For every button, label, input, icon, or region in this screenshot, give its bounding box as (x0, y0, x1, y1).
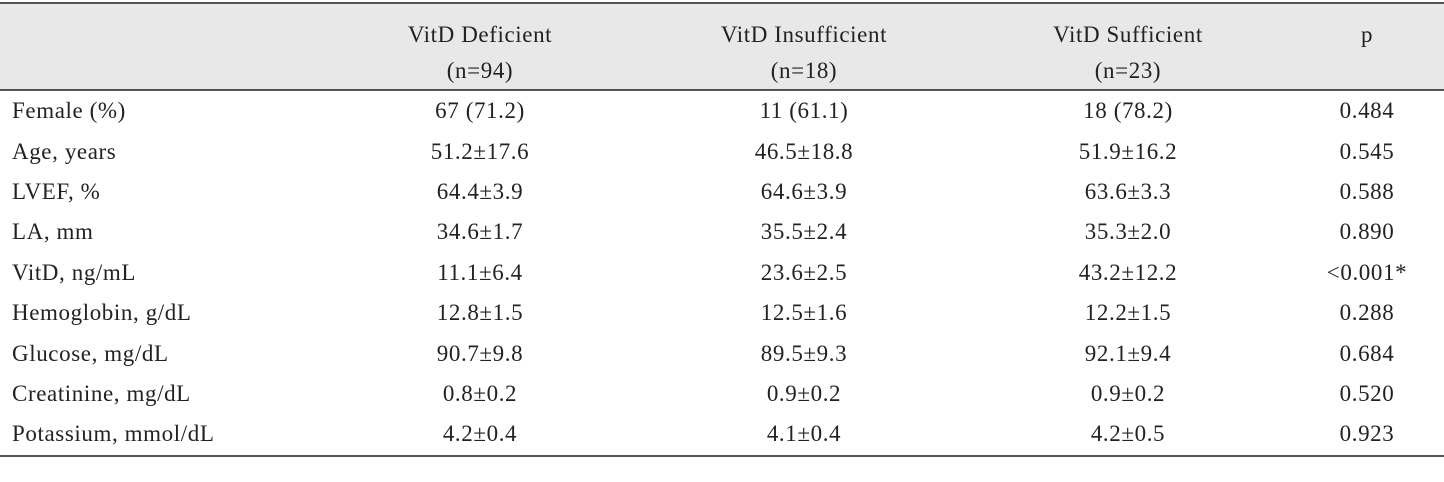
cell-p-value: <0.001* (1326, 259, 1408, 285)
header-row (0, 3, 1444, 90)
table-body (0, 90, 1444, 456)
header-line1: VitD Deficient (407, 22, 553, 47)
table-row (0, 414, 1444, 455)
cell-p-value: 0.484 (1339, 98, 1395, 124)
cell-insufficient: 11 (61.1) (759, 98, 849, 124)
table-row (0, 253, 1444, 293)
data-table-container (0, 2, 1444, 457)
cell-p-value: 0.545 (1339, 138, 1395, 164)
cell-p-value: 0.890 (1339, 219, 1395, 245)
cell-deficient: 11.1±6.4 (437, 259, 523, 285)
cell-p-value: 0.288 (1339, 300, 1395, 326)
cell-insufficient: 89.5±9.3 (760, 340, 848, 366)
cell-sufficient: 51.9±16.2 (1078, 138, 1178, 164)
row-label: Creatinine, mg/dL (12, 380, 191, 406)
cell-sufficient: 12.2±1.5 (1084, 300, 1172, 326)
header-line1: p (1360, 22, 1374, 47)
cell-sufficient: 92.1±9.4 (1084, 340, 1172, 366)
table-row (0, 374, 1444, 414)
table-row (0, 131, 1444, 171)
cell-deficient: 12.8±1.5 (436, 300, 524, 326)
cell-sufficient: 4.2±0.5 (966, 414, 1290, 455)
cell-p-value: 0.923 (1290, 414, 1444, 455)
header-cell-variable (0, 3, 318, 90)
row-label: VitD, ng/mL (12, 259, 137, 285)
cell-deficient: 4.2±0.4 (318, 414, 642, 455)
header-cell-vitd-insufficient (642, 3, 966, 90)
cell-p-value: 0.588 (1339, 178, 1395, 204)
cell-sufficient: 63.6±3.3 (1084, 178, 1172, 204)
cell-p-value: 0.684 (1339, 340, 1395, 366)
row-label: LVEF, % (12, 178, 101, 204)
cell-deficient: 34.6±1.7 (436, 219, 524, 245)
vitd-characteristics-table (0, 2, 1444, 457)
header-line2: (n=23) (1094, 58, 1162, 83)
header-line1: VitD Sufficient (1053, 22, 1203, 47)
table-row (0, 333, 1444, 373)
row-label: Glucose, mg/dL (12, 340, 169, 366)
header-cell-p-value (1290, 3, 1444, 90)
cell-insufficient: 0.9±0.2 (766, 380, 842, 406)
header-cell-vitd-sufficient (966, 3, 1290, 90)
row-label: Age, years (12, 138, 117, 164)
cell-insufficient: 4.1±0.4 (642, 414, 966, 455)
row-label: Potassium, mmol/dL (0, 414, 318, 455)
cell-insufficient: 23.6±2.5 (760, 259, 848, 285)
header-line2: (n=18) (770, 58, 838, 83)
cell-deficient: 51.2±17.6 (430, 138, 530, 164)
cell-insufficient: 12.5±1.6 (760, 300, 848, 326)
header-cell-vitd-deficient (318, 3, 642, 90)
cell-p-value: 0.520 (1339, 380, 1395, 406)
cell-sufficient: 35.3±2.0 (1084, 219, 1172, 245)
table-header (0, 3, 1444, 90)
cell-deficient: 0.8±0.2 (442, 380, 518, 406)
row-label: Female (%) (12, 98, 126, 124)
cell-insufficient: 35.5±2.4 (760, 219, 848, 245)
table-row (0, 293, 1444, 333)
cell-deficient: 64.4±3.9 (436, 178, 524, 204)
table-row (0, 212, 1444, 252)
cell-insufficient: 64.6±3.9 (760, 178, 848, 204)
row-label: Hemoglobin, g/dL (12, 300, 192, 326)
header-line2: (n=94) (446, 58, 514, 83)
cell-sufficient: 18 (78.2) (1083, 98, 1173, 124)
cell-sufficient: 43.2±12.2 (1078, 259, 1178, 285)
cell-deficient: 90.7±9.8 (436, 340, 524, 366)
cell-sufficient: 0.9±0.2 (1090, 380, 1166, 406)
table-row (0, 172, 1444, 212)
header-line1: VitD Insufficient (720, 22, 888, 47)
cell-deficient: 67 (71.2) (435, 98, 525, 124)
table-row (0, 90, 1444, 131)
row-label: LA, mm (12, 219, 94, 245)
cell-insufficient: 46.5±18.8 (754, 138, 854, 164)
